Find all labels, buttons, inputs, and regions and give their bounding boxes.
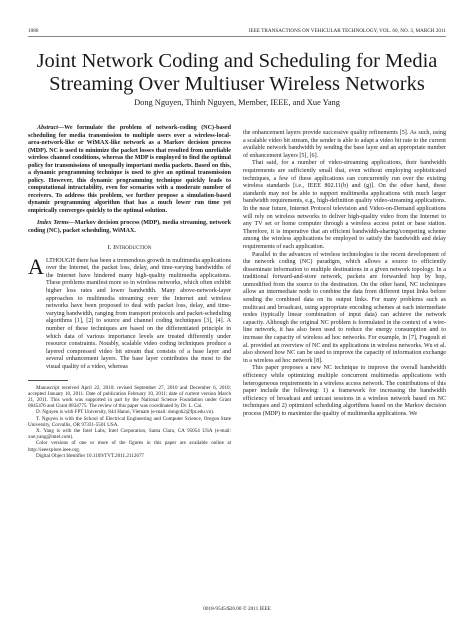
footnote-rule bbox=[28, 380, 68, 381]
paper-title: Joint Network Coding and Scheduling for Media Streaming Over Multiuser Wireless Networks bbox=[36, 50, 438, 95]
index-terms-text: Markov decision process (MDP), media streaming, network coding (NC), packet scheduling, WiMAX. bbox=[28, 220, 231, 234]
right-column bbox=[243, 130, 446, 419]
abstract bbox=[28, 125, 231, 215]
section-heading: I. Introduction bbox=[107, 244, 152, 251]
authors: Dong Nguyen, Thinh Nguyen, Member, IEEE, and Xue Yang bbox=[134, 98, 340, 107]
abstract-text: We formulate the problem of network-coding (NC)-based scheduling for media transmission to multiple users over a wireless-local-area-network-like or WiMAX-like network as a Markov decision process (MDP). NC is used to minimize the packet losses that resulted from unreliable wireless channel conditions, whereas the MDP is employed to find the optimal policy for transmissions of unequally important media packets. Based on this, a dynamic programming technique is used to give an optimal transmission policy. However, this dynamic programming technique quickly leads to computational intractability, even for scenarios with a moderate number of receivers. To address this problem, we further propose a simulation-based dynamic programming algorithm that has a much lower run time yet empirically converges quickly to the optimal solution. bbox=[28, 125, 231, 214]
left-column bbox=[28, 125, 231, 459]
body-paragraph: This paper proposes a new NC technique to improve the overall bandwidth efficiency while optimizing multiple concurrent multimedia applications with heterogeneous requirements in a wireless access network. The contributions of this paper include the following: 1) a framework for increasing the bandwidth efficiency of broadcast and unicast sessions in a wireless network based on NC techniques and 2) optimized scheduling algorithms based on the Markov decision process (MDP) to maximize the quality of multimedia applications. We bbox=[243, 365, 446, 417]
footnote: D. Nguyen is with FPT University, 844 Hanoi, Vietnam (e-mail: dongnh2@fpt.edu.vn). bbox=[36, 409, 215, 416]
journal-header: IEEE TRANSACTIONS ON VEHICULAR TECHNOLOGY, VOL. 60, NO. 3, MARCH 2011 bbox=[248, 28, 446, 34]
footnote: Color versions of one or more of the figures in this paper are available online at http://ieeexplore.ieee.org. bbox=[28, 440, 231, 453]
body-paragraph: That said, for a number of video-streaming applications, their bandwidth requirements are sufficiently small that, even without employing sophisticated techniques, a few of these applications can concurrently run over the existing wireless standards [i.e., IEEE 802.11(b) and (g)]. On the other hand, these standards may not be able to support multimedia applications with much larger bandwidth requirements, e.g., high-definition quality video-streaming applications. In the near future, Internet Protocol television and Video-on-Demand applications will rely on wireless networks to deliver high-quality video from the Internet to any TV set or home computer through a wireless access point or base station. Therefore, it is imperative that an efficient bandwidth-sharing/competing scheme among the wireless applications be employed to satisfy the bandwidth and delay requirements of each application. bbox=[243, 160, 446, 250]
page-number: 1086 bbox=[28, 28, 39, 34]
footnote: T. Nguyen is with the School of Electrical Engineering and Computer Science, Oregon State University, Corvallis, OR 97331-5501 USA. bbox=[28, 415, 231, 428]
footnote: Manuscript received April 22, 2010; revised September 27, 2010 and December 6, 2010; accepted January 10, 2011. Date of publication February 10, 2011; date of current version March 21, 2011. This work was supported in part by the National Science Foundation under Grant 0845476 and Grant 0834775. The review of this paper was coordinated by Dr. L. Cai. bbox=[28, 384, 231, 410]
index-terms-label: Index Terms— bbox=[37, 220, 75, 226]
index-terms bbox=[28, 220, 231, 235]
intro-text: LTHOUGH there has been a tremendous growth in multimedia applications over the Internet, the packet loss, delay, and time-varying bandwidths of the Internet have hindered many high-quality multimedia applications. These problems manifest more so in wireless networks, which often exhibit higher loss rates and lower bandwidth. Many above-network-layer approaches to multimedia streaming over the Internet and wireless networks have been proposed to deal with packet loss, delay, and time-varying bandwidth, ranging from transport protocols and packet-scheduling algorithms [1], [2] to source and channel coding techniques [3], [4]. A number of these techniques are based on the differentiated principle in which data of various importance levels are treated differently under resource constraints. Notably, scalable video coding techniques produce a layered compressed video bit stream that consists of a base layer and several enhancement layers. The base layer contributes the most to the visual quality of a video, whereas bbox=[46, 257, 231, 370]
footnote-doi: Digital Object Identifier 10.1109/TVT.2011.2112677 bbox=[36, 452, 144, 459]
copyright-footer: 0018-9545/$26.00 © 2011 IEEE bbox=[203, 606, 271, 612]
body-paragraph: the enhancement layers provide successive quality refinements [5]. As such, using a scalable video bit stream, the sender is able to adapt a video bit rate to the current available network bandwidth by sending the base layer and an appropriate number of enhancement layers [5], [6]. bbox=[243, 130, 446, 159]
body-paragraph: Parallel to the advances of wireless technologies is the recent development of the network coding (NC) paradigm, which allows a source to efficiently disseminate information to multiple destinations in a given network topology. In a traditional forward-and-store network, packets are forwarded hop by hop, unmodified from the source to the destination. On the other hand, NC techniques allow an intermediate node to combine the data from different input links before sending the combined data on its output links. For many problems such as multicast and broadcast, using appropriate encoding schemes at each intermediate nodes (typically linear combination of input data) can achieve the network capacity. Although the original NC problem is formulated in the context of a wire-line network, it has also been used to reduce the energy consumption and to increase the capacity of wireless ad hoc networks. For example, in [7], Fragouli et al. provided an overview of NC and its applications in wireless networks. Wu et al. also showed how NC can be used to improve the capacity of information exchange in a wireless ad hoc network [8]. bbox=[243, 251, 446, 364]
header-rule bbox=[28, 36, 446, 37]
footnote: X. Yang is with the Intel Labs, Intel Corporation, Santa Clara, CA 95054 USA (e-mail: xue.yang@intel.com). bbox=[28, 427, 231, 441]
drop-cap: A bbox=[28, 253, 44, 279]
abstract-label: Abstract— bbox=[37, 125, 65, 131]
intro-paragraph bbox=[28, 253, 231, 372]
